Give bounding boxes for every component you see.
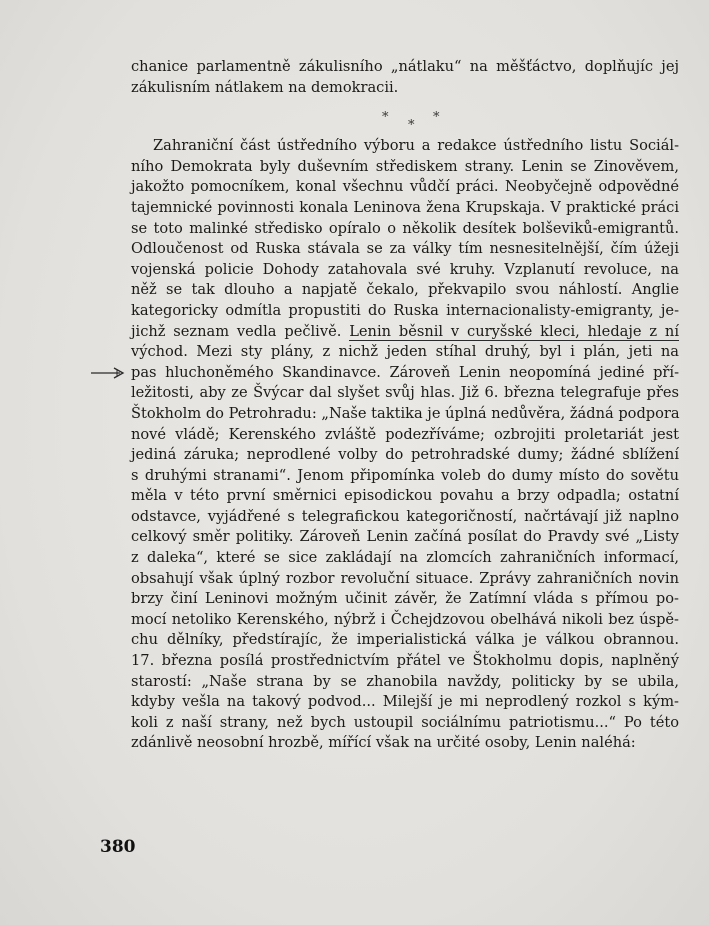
asterisk: * [408,118,415,133]
text-line: jediná záruka; neprodlené volby do petrohradské dumy; žádné sblížení [131,446,679,464]
text-line: odstavce, vyjádřené s telegrafickou kategoričností, načrtávají již naplno [131,507,679,525]
text-line: koli z naší strany, než bych ustoupil sociálnímu patriotismu...“ Po této [131,713,679,731]
text-line: kategoricky odmítla propustiti do Ruska internacionalisty-emigranty, je- [131,301,679,319]
text-line: se toto malinké středisko opíralo o několik desítek bolševiků-emigrantů. [131,219,679,237]
page-number: 380 [100,837,136,857]
text-line: vojenská policie Dohody zatahovala své kruhy. Vzplanutí revoluce, na [131,260,679,278]
text-line: zdánlivě neosobní hrozbě, mířící však na určité osoby, Lenin naléhá: [131,734,636,752]
section-gap [131,98,679,117]
text-line: mocí netoliko Kerenského, nýbrž i Čchejdzovou obelhává nikoli bez úspě- [131,610,679,628]
text-line: nové vládě; Kerenského zvláště podezříváme; ozbrojiti proletariát jest [131,425,679,443]
text-line: brzy činí Leninovi možným učinit závěr, že Zatímní vláda s přímou po- [131,590,679,608]
text-line: ního Demokrata byly duševním střediskem strany. Lenin se Zinověvem, [131,157,679,175]
text-fragment: jichž seznam vedla pečlivě. [131,322,342,340]
text-line: východ. Mezi sty plány, z nichž jeden stíhal druhý, byl i plán, jeti na [131,343,679,361]
text-line: jakožto pomocníkem, konal všechnu vůdčí práci. Neobyčejně odpovědné [131,178,679,196]
asterisk: * [433,110,440,125]
text-line: ležitosti, aby ze Švýcar dal slyšet svůj hlas. Již 6. března telegrafuje přes [131,384,679,402]
text-line: chu dělníky, předstírajíc, že imperialistická válka je válkou obrannou. [131,631,679,649]
text-line: 17. března posílá prostřednictvím přátel ve Štokholmu dopis, naplněný [131,652,679,670]
text-line: starostí: „Naše strana by se zhanobila navždy, politicky by se ubila, [131,672,679,690]
asterisk: * [382,110,389,125]
text-line-with-underline [131,322,679,343]
text-line: pas hluchoněmého Skandinavce. Zároveň Lenin neopomíná jediné pří- [131,363,679,381]
text-line: Štokholm do Petrohradu: „Naše taktika je úplná nedůvěra, žádná podpora [131,404,680,422]
text-line: měla v této první směrnici episodickou povahu a brzy odpadla; ostatní [131,487,679,505]
section-gap [131,117,679,136]
text-line: kdyby vešla na takový podvod... Milejší je mi neprodlený rozkol s kým- [131,693,679,711]
text-line: Odloučenost od Ruska stávala se za války tím nesnesitelnější, čím úžeji [131,240,679,258]
text-line: obsahují však úplný rozbor revoluční situace. Zprávy zahraničních novin [131,569,679,587]
text-line: tajemnické povinnosti konala Leninova žena Krupskaja. V praktické práci [131,198,679,216]
text-line: s druhými stranami“. Jenom připomínka voleb do dumy místo do sovětu [131,466,679,484]
text-line: z daleka“, které se sice zakládají na zlomcích zahraničních informací, [131,549,679,567]
underlined-phrase: Lenin běsnil v curyšské kleci, hledaje z ní [349,322,679,340]
text-line: chanice parlamentně zákulisního „nátlaku“ na měšťáctvo, doplňujíc jej [131,58,679,75]
text-line: celkový směr politiky. Zároveň Lenin začíná posílat do Pravdy své „Listy [131,528,679,546]
text-line: zákulisním nátlakem na demokracii. [131,78,399,96]
text-line: něž se tak dlouho a napjatě čekalo, překvapilo svou náhlostí. Anglie [131,281,679,299]
handwritten-arrow-icon [90,366,130,380]
text-line: Zahraniční část ústředního výboru a redakce ústředního listu Sociál- [153,137,679,155]
text-block [131,57,679,754]
